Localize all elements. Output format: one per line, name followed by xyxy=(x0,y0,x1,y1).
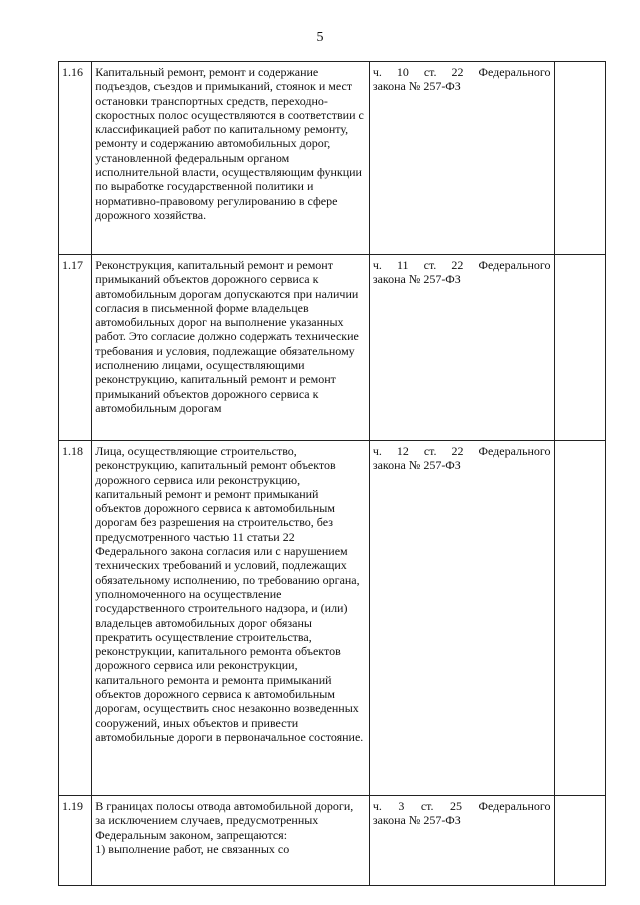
row-number: 1.17 xyxy=(59,255,92,441)
table-row xyxy=(59,441,606,796)
requirement-list-item: 1) выполнение работ, не связанных со xyxy=(95,841,290,856)
reference-line: ч. 11 ст. 22 Федерального xyxy=(372,258,551,272)
legal-reference xyxy=(369,796,554,886)
reference-line: ч. 3 ст. 25 Федерального xyxy=(372,799,551,813)
empty-cell xyxy=(554,255,605,441)
empty-cell xyxy=(554,441,605,796)
legal-reference xyxy=(369,62,554,255)
row-number: 1.18 xyxy=(59,441,92,796)
reference-line: закона № 257-ФЗ xyxy=(372,272,461,287)
requirements-table xyxy=(58,61,606,886)
legal-reference xyxy=(369,255,554,441)
row-number: 1.16 xyxy=(59,62,92,255)
reference-line: закона № 257-ФЗ xyxy=(372,813,461,828)
empty-cell xyxy=(554,62,605,255)
requirement-text: Лица, осуществляющие строительство, реконструкцию, капитальный ремонт объектов дорожного сервиса или реконструкцию, капитальный ремонт и ремонт примыканий объектов дорожного сервиса к автомобильным дорогам без разрешения на строительство, без предусмотренного частью 11 статьи 22 Федерального закона согласия или с нарушением технических требований и условий, подлежащих обязательному исполнению, по требованию органа, уполномоченного на осуществление государственного строительного надзора, и (или) владельцев автомобильных дорог обязаны прекратить осуществление строительства, реконструкции, капитального ремонта объектов дорожного сервиса или реконструкции, капитального ремонта и ремонта примыканий объектов дорожного сервиса к автомобильным дорогам, осуществить снос незаконно возведенных сооружений, иных объектов и привести автомобильные дороги в первоначальное состояние. xyxy=(92,441,370,796)
requirement-text xyxy=(92,796,370,886)
requirement-text: Капитальный ремонт, ремонт и содержание подъездов, съездов и примыканий, стоянок и мест остановки транспортных средств, переходно-скоростных полос осуществляются в соответствии с классификацией работ по капитальному ремонту, ремонту и содержанию автомобильных дорог, установленной федеральным органом исполнительной власти, осуществляющим функции по выработке государственной политики и нормативно-правовому регулированию в сфере дорожного хозяйства. xyxy=(92,62,370,255)
table-row xyxy=(59,796,606,886)
page-number: 5 xyxy=(316,30,324,45)
reference-line: закона № 257-ФЗ xyxy=(372,458,461,473)
requirement-text: Реконструкция, капитальный ремонт и ремонт примыканий объектов дорожного сервиса к автомобильным дорогам допускаются при наличии согласия в письменной форме владельцев автомобильных дорог на выполнение указанных работ. Это согласие должно содержать технические требования и условия, подлежащие обязательному исполнению лицами, осуществляющими реконструкцию, капитальный ремонт и ремонт примыканий объектов дорожного сервиса к автомобильным дорогам xyxy=(92,255,370,441)
table-row xyxy=(59,255,606,441)
requirement-text-main: В границах полосы отвода автомобильной дороги, за исключением случаев, предусмотренных Федеральным законом, запрещаются: xyxy=(95,799,354,842)
table-row xyxy=(59,62,606,255)
reference-line: ч. 10 ст. 22 Федерального xyxy=(372,65,551,79)
reference-line: закона № 257-ФЗ xyxy=(372,79,461,94)
legal-reference xyxy=(369,441,554,796)
empty-cell xyxy=(554,796,605,886)
reference-line: ч. 12 ст. 22 Федерального xyxy=(372,444,551,458)
row-number: 1.19 xyxy=(59,796,92,886)
